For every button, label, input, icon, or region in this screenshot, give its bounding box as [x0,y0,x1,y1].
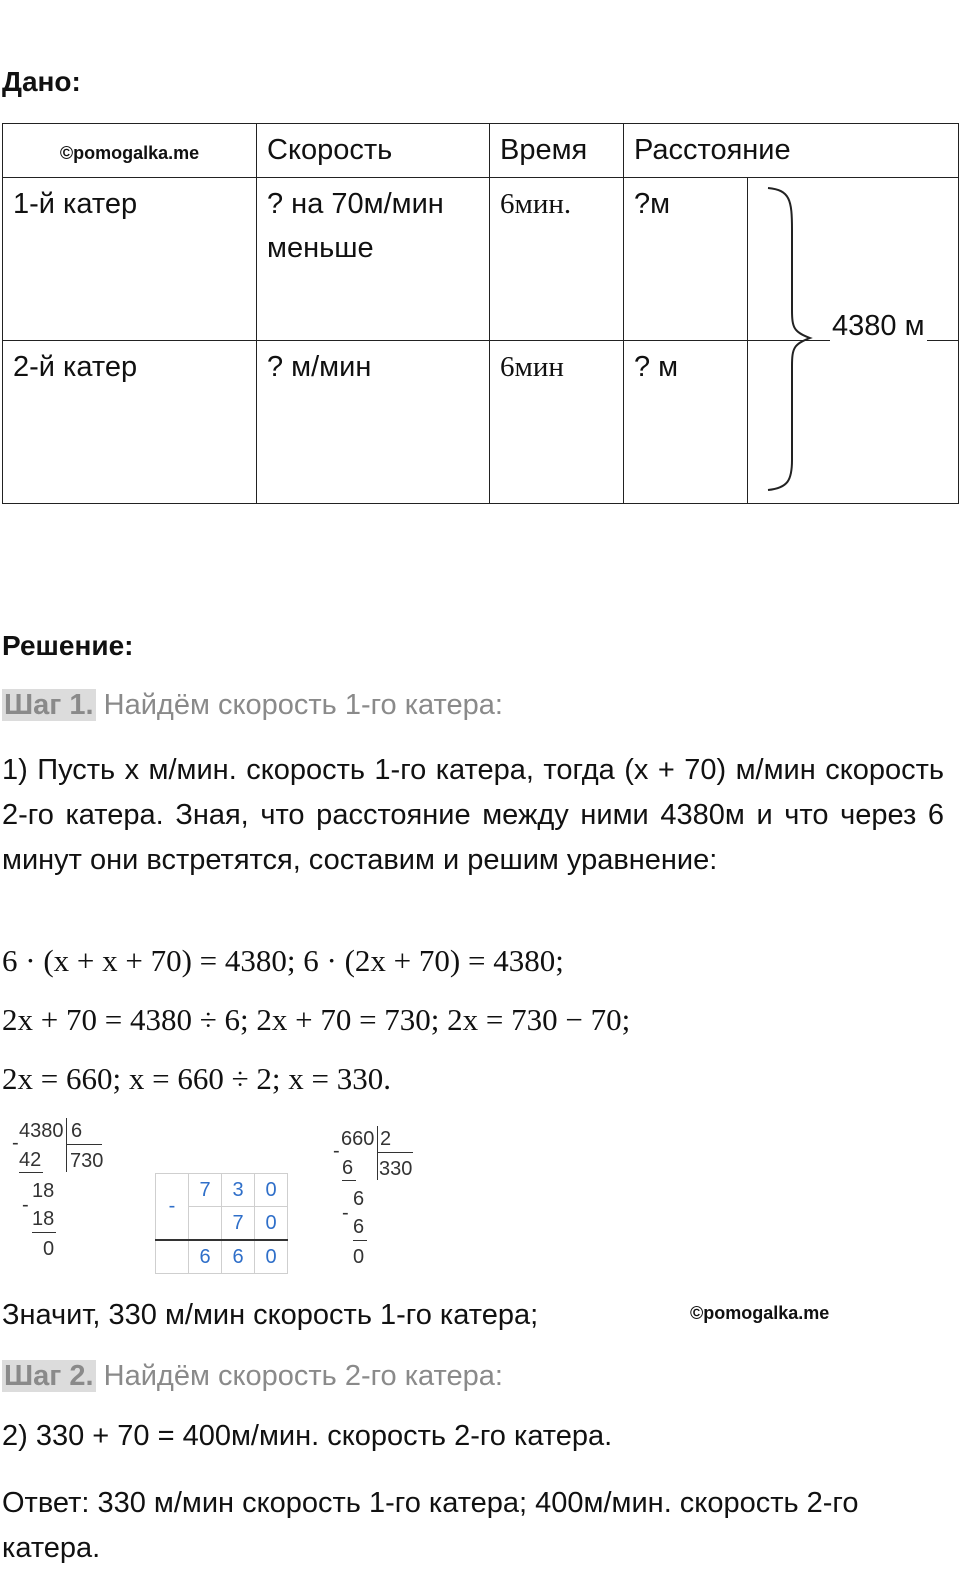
divisor: 6 [71,1120,83,1142]
digit: 7 [189,1174,222,1207]
header-speed: Скорость [257,124,490,178]
digit: 0 [255,1174,288,1207]
digit: 7 [222,1207,255,1241]
digit [189,1207,222,1241]
step1-text: Найдём скорость 1-го катера: [103,689,503,721]
divisor: 2 [380,1128,392,1150]
row2-time: 6мин [490,341,624,504]
header-distance: Расстояние [624,124,959,178]
digit: 0 [255,1207,288,1241]
row1-distance: ?м [624,178,748,341]
digit: 6 [222,1240,255,1274]
digit: 3 [222,1174,255,1207]
step2-text: Найдём скорость 2-го катера: [103,1360,503,1392]
step2 [2,1360,503,1393]
row1-name: 1-й катер [3,178,257,341]
row2-distance: ? м [624,341,748,504]
header-time: Время [490,124,624,178]
column-subtraction [155,1173,288,1274]
step-line: 6 [342,1157,354,1179]
watermark-cell [3,124,257,178]
watermark: ©pomogalka.me [59,143,200,163]
row2-name: 2-й катер [3,341,257,504]
paragraph-1: 1) Пусть x м/мин. скорость 1-го катера, тогда (x + 70) м/мин скорость 2-го катера. Зная, что расстояние между ними 4380м и что через 6 минут они встретятся, составим и решим уравнение: [2,754,944,876]
given-heading: Дано: [2,66,81,97]
conclusion: Значит, 330 м/мин скорость 1-го катера; [2,1299,539,1331]
watermark-2: ©pomogalka.me [690,1303,830,1323]
step2-label: Шаг 2. [4,1360,94,1392]
long-division-1: 4380 6 730 - 42 18 - 18 0 [12,1120,104,1260]
answer: Ответ: 330 м/мин скорость 1-го катера; 400м/мин. скорость 2-го катера. [2,1487,859,1564]
equation-3: 2x = 660; x = 660 ÷ 2; x = 330. [2,1061,391,1096]
step-line: 18 [32,1208,55,1230]
digit: 6 [189,1240,222,1274]
equation-1: 6 · (x + x + 70) = 4380; 6 · (2x + 70) = 4380; [2,943,564,978]
row1-speed: ? на 70м/мин меньше [257,178,490,341]
step1 [2,689,503,722]
step-line: 42 [19,1149,42,1171]
row2-speed: ? м/мин [257,341,490,504]
step-line: 6 [353,1216,365,1238]
quotient: 730 [70,1150,104,1172]
step-line: 0 [353,1246,365,1268]
quotient: 330 [379,1158,413,1180]
long-division-2: 660 2 330 - 6 6 - 6 0 [333,1128,413,1268]
step-line: 0 [43,1238,55,1260]
paragraph-2: 2) 330 + 70 = 400м/мин. скорость 2-го катера. [2,1420,613,1452]
dividend: 4380 [19,1120,64,1142]
dividend: 660 [341,1128,375,1150]
equation-2: 2x + 70 = 4380 ÷ 6; 2x + 70 = 730; 2x = 730 − 70; [2,1002,631,1037]
solution-heading: Решение: [2,630,134,661]
step-line: 6 [353,1188,365,1210]
row1-time: 6мин. [490,178,624,341]
total-distance: 4380 м [832,310,925,342]
step1-label: Шаг 1. [4,689,94,721]
digit: 0 [255,1240,288,1274]
step-line: 18 [32,1180,55,1202]
minus-sign: - [156,1174,189,1241]
table-header-row [3,124,959,178]
